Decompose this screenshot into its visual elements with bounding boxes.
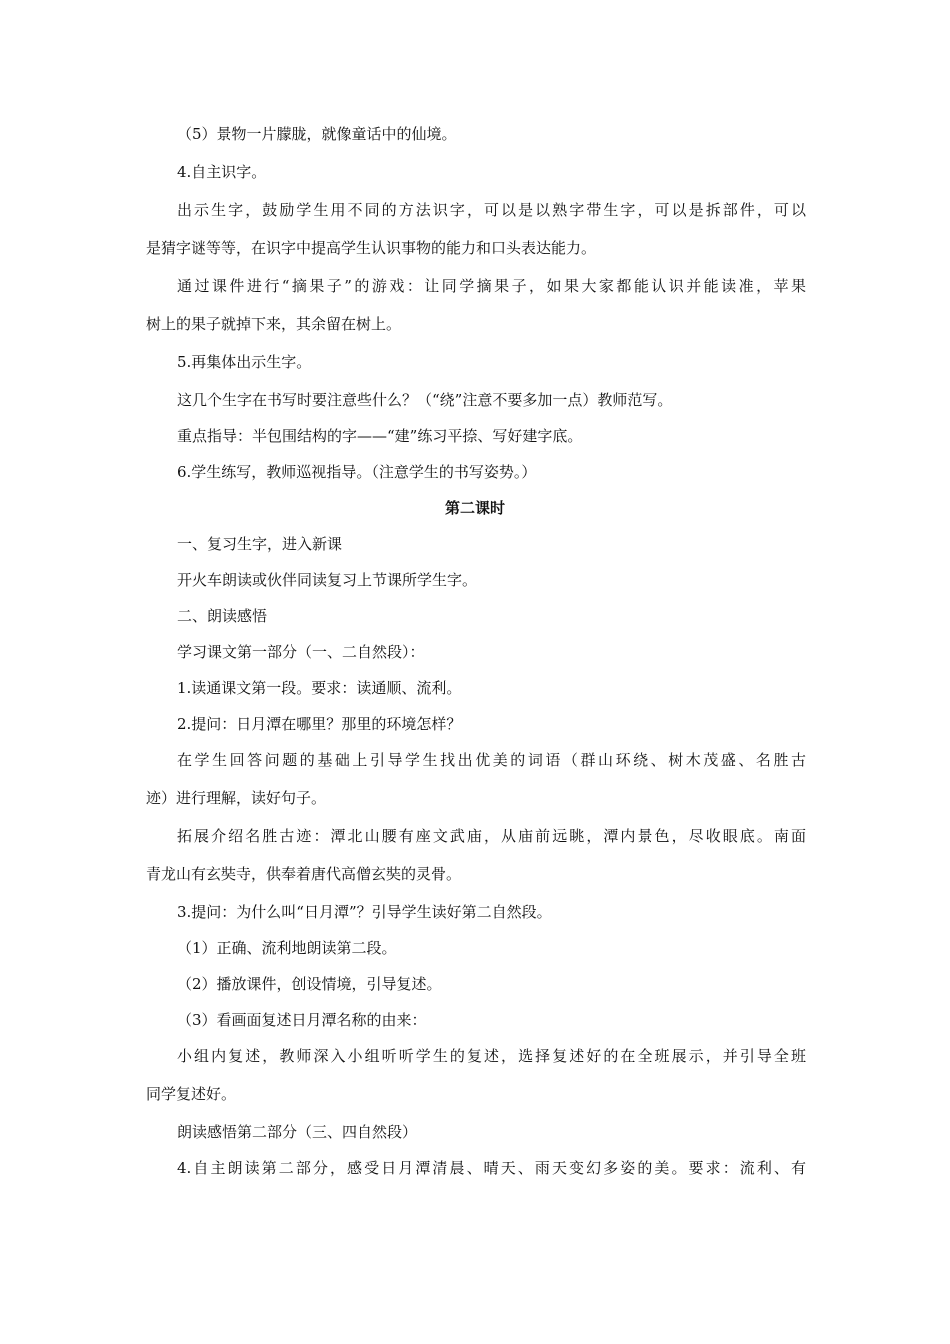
paragraph-line: 同学复述好。 [146, 1085, 237, 1103]
paragraph-line: 出示生字，鼓励学生用不同的方法识字，可以是以熟字带生字，可以是拆部件，可以 [177, 201, 806, 219]
paragraph-line: （5）景物一片朦胧，就像童话中的仙境。 [177, 125, 457, 143]
paragraph-line: 重点指导：半包围结构的字——“建”练习平捺、写好建字底。 [177, 427, 583, 445]
paragraph-line: 学习课文第一部分（一、二自然段）： [177, 643, 425, 661]
paragraph-line: 4.自主朗读第二部分，感受日月潭清晨、晴天、雨天变幻多姿的美。要求：流利、有 [177, 1159, 806, 1177]
paragraph-line: 迹）进行理解，读好句子。 [146, 789, 327, 807]
paragraph-line: 二、朗读感悟 [177, 607, 268, 625]
paragraph-line: 3.提问：为什么叫“日月潭”？引导学生读好第二自然段。 [177, 903, 552, 921]
paragraph-line: 朗读感悟第二部分（三、四自然段） [177, 1123, 418, 1141]
paragraph-line: 拓展介绍名胜古迹：潭北山腰有座文武庙，从庙前远眺，潭内景色，尽收眼底。南面 [177, 827, 806, 845]
paragraph-line: 树上的果子就掉下来，其余留在树上。 [146, 315, 402, 333]
paragraph-line: 1.读通课文第一段。要求：读通顺、流利。 [177, 679, 462, 697]
paragraph-line: （1）正确、流利地朗读第二段。 [177, 939, 397, 957]
paragraph-line: 在学生回答问题的基础上引导学生找出优美的词语（群山环绕、树木茂盛、名胜古 [177, 751, 806, 769]
paragraph-line: 小组内复述，教师深入小组听听学生的复述，选择复述好的在全班展示，并引导全班 [177, 1047, 806, 1065]
paragraph-line: （3）看画面复述日月潭名称的由来： [177, 1011, 427, 1029]
section-heading: 第二课时 [444, 499, 505, 517]
paragraph-line: 通过课件进行“摘果子”的游戏：让同学摘果子，如果大家都能认识并能读准，苹果 [177, 277, 806, 295]
paragraph-line: 5.再集体出示生字。 [177, 353, 312, 371]
paragraph-line: 6.学生练写，教师巡视指导。（注意学生的书写姿势。） [177, 463, 537, 481]
paragraph-line: （2）播放课件，创设情境，引导复述。 [177, 975, 442, 993]
paragraph-line: 青龙山有玄奘寺，供奉着唐代高僧玄奘的灵骨。 [146, 865, 462, 883]
paragraph-line: 一、复习生字，进入新课 [177, 535, 343, 553]
paragraph-line: 这几个生字在书写时要注意些什么？（“绕”注意不要多加一点）教师范写。 [177, 391, 673, 409]
paragraph-line: 开火车朗读或伙伴同读复习上节课所学生字。 [177, 571, 478, 589]
paragraph-line: 4.自主识字。 [177, 163, 267, 181]
paragraph-line: 2.提问：日月潭在哪里？那里的环境怎样？ [177, 715, 462, 733]
paragraph-line: 是猜字谜等等，在识字中提高学生认识事物的能力和口头表达能力。 [146, 239, 597, 257]
